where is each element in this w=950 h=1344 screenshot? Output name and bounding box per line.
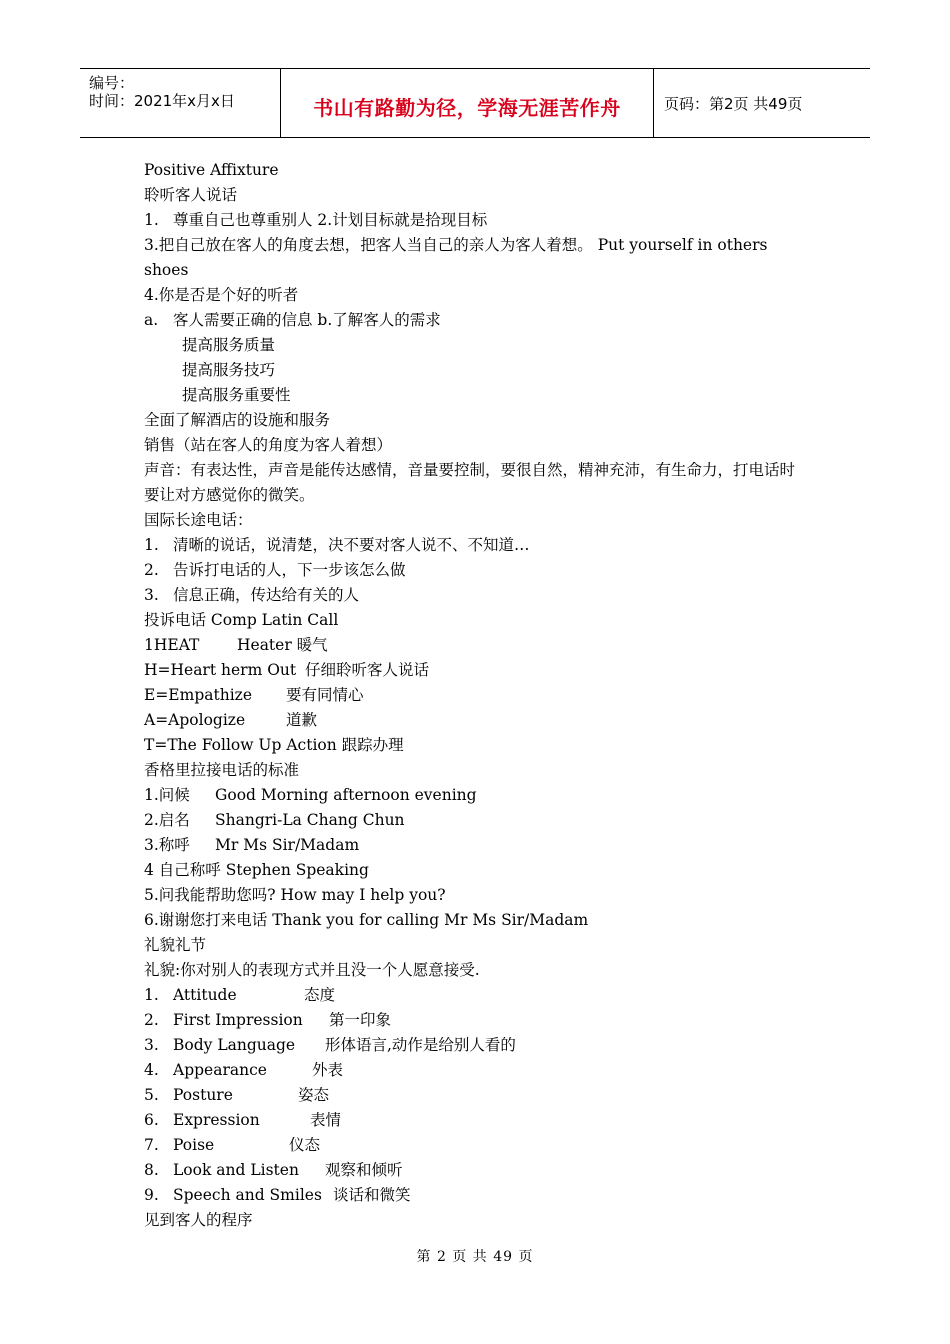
- list-item: [144, 208, 824, 233]
- list-number: 8.: [144, 1161, 159, 1179]
- list-number: a.: [144, 311, 159, 329]
- text-line: Positive Affixture: [144, 161, 279, 179]
- list-item-text: 客人需要正确的信息 b.了解客人的需求: [173, 311, 441, 329]
- heat-meaning: 道歉: [286, 711, 318, 729]
- standard-row: [144, 833, 824, 858]
- etiquette-term: Attitude: [173, 986, 237, 1004]
- header-motto: 书山有路勤为径，学海无涯苦作舟: [313, 96, 621, 120]
- etiquette-term: Speech and Smiles: [173, 1186, 322, 1204]
- page-header: [80, 68, 870, 138]
- etiquette-term: Posture: [173, 1086, 233, 1104]
- section-heading: 见到客人的程序: [144, 1211, 253, 1229]
- standard-phrase: Good Morning afternoon evening: [215, 786, 477, 804]
- indented-line: 提高服务技巧: [182, 361, 276, 379]
- list-item-text: 告诉打电话的人，下一步该怎么做: [173, 561, 406, 579]
- etiquette-row: [144, 983, 824, 1008]
- heat-row: [144, 658, 824, 683]
- header-motto-cell: [281, 69, 654, 137]
- list-number: 9.: [144, 1186, 159, 1204]
- text-paragraph: 3.把自己放在客人的角度去想，把客人当自己的亲人为客人着想。 Put yourself in others shoes: [144, 236, 768, 279]
- heat-meaning: 要有同情心: [286, 686, 364, 704]
- section-heading: 香格里拉接电话的标准: [144, 761, 300, 779]
- section-heading: 国际长途电话：: [144, 511, 253, 529]
- list-item: [144, 558, 824, 583]
- section-heading: 投诉电话 Comp Latin Call: [144, 611, 339, 629]
- etiquette-meaning: 姿态: [298, 1086, 330, 1104]
- list-item: [144, 583, 824, 608]
- heat-term: E=Empathize: [144, 686, 252, 704]
- etiquette-meaning: 谈话和微笑: [333, 1186, 411, 1204]
- etiquette-meaning: 仪态: [289, 1136, 321, 1154]
- list-number: 1.: [144, 986, 159, 1004]
- text-line: 销售（站在客人的角度为客人着想）: [144, 436, 393, 454]
- list-number: 3.: [144, 1036, 159, 1054]
- etiquette-row: [144, 1183, 824, 1208]
- text-line: 5.问我能帮助您吗? How may I help you?: [144, 886, 446, 904]
- list-number: 7.: [144, 1136, 159, 1154]
- standard-step: 3.称呼: [144, 836, 190, 854]
- header-page-label: 页码：第2页 共49页: [664, 95, 803, 113]
- header-meta: [80, 69, 281, 137]
- standard-phrase: Shangri-La Chang Chun: [215, 811, 405, 829]
- indented-line: 提高服务质量: [182, 336, 276, 354]
- etiquette-meaning: 观察和倾听: [325, 1161, 403, 1179]
- etiquette-meaning: 表情: [310, 1111, 342, 1129]
- list-number: 1.: [144, 536, 159, 554]
- text-line: 4 自己称呼 Stephen Speaking: [144, 861, 369, 879]
- etiquette-row: [144, 1008, 824, 1033]
- indented-line: 提高服务重要性: [182, 386, 291, 404]
- section-heading: 礼貌礼节: [144, 936, 207, 954]
- text-line: 4.你是否是个好的听者: [144, 286, 299, 304]
- etiquette-meaning: 形体语言,动作是给别人看的: [325, 1036, 516, 1054]
- text-line: 全面了解酒店的设施和服务: [144, 411, 331, 429]
- list-number: 4.: [144, 1061, 159, 1079]
- etiquette-term: First Impression: [173, 1011, 303, 1029]
- standard-row: [144, 783, 824, 808]
- heat-meaning: Heater 暖气: [237, 636, 328, 654]
- etiquette-row: [144, 1033, 824, 1058]
- text-paragraph: 声音：有表达性，声音是能传达感情，音量要控制，要很自然，精神充沛，有生命力，打电话时要让对方感觉你的微笑。: [144, 461, 796, 504]
- heat-row: [144, 733, 824, 758]
- section-heading: 聆听客人说话: [144, 186, 238, 204]
- standard-step: 2.启名: [144, 811, 190, 829]
- list-item-text: 尊重自己也尊重别人 2.计划目标就是拾现目标: [173, 211, 488, 229]
- standard-phrase: Mr Ms Sir/Madam: [215, 836, 360, 854]
- heat-term: 1HEAT: [144, 636, 200, 654]
- list-item-text: 清晰的说话，说清楚，决不要对客人说不、不知道…: [173, 536, 530, 554]
- list-item: [144, 308, 824, 333]
- standard-row: [144, 808, 824, 833]
- heat-term: A=Apologize: [144, 711, 246, 729]
- page-footer: 第 2 页 共 49 页: [416, 1249, 534, 1265]
- list-number: 3.: [144, 586, 159, 604]
- etiquette-row: [144, 1133, 824, 1158]
- document-body: [144, 158, 824, 1233]
- heat-row: [144, 683, 824, 708]
- list-number: 2.: [144, 561, 159, 579]
- etiquette-meaning: 第一印象: [329, 1011, 392, 1029]
- etiquette-term: Poise: [173, 1136, 215, 1154]
- list-number: 5.: [144, 1086, 159, 1104]
- etiquette-row: [144, 1058, 824, 1083]
- heat-row: [144, 708, 824, 733]
- etiquette-term: Appearance: [173, 1061, 267, 1079]
- heat-term: H=Heart herm Out: [144, 661, 297, 679]
- text-line: 6.谢谢您打来电话 Thank you for calling Mr Ms Sir/Madam: [144, 911, 589, 929]
- etiquette-row: [144, 1158, 824, 1183]
- standard-step: 1.问候: [144, 786, 190, 804]
- etiquette-meaning: 态度: [304, 986, 336, 1004]
- etiquette-term: Look and Listen: [173, 1161, 299, 1179]
- etiquette-row: [144, 1083, 824, 1108]
- doc-number-label: 编号：: [89, 74, 135, 92]
- list-item: [144, 533, 824, 558]
- etiquette-term: Body Language: [173, 1036, 296, 1054]
- list-number: 6.: [144, 1111, 159, 1129]
- text-line: 礼貌:你对别人的表现方式并且没一个人愿意接受.: [144, 961, 480, 979]
- list-number: 1.: [144, 211, 159, 229]
- list-item-text: 信息正确，传达给有关的人: [173, 586, 360, 604]
- etiquette-row: [144, 1108, 824, 1133]
- etiquette-term: Expression: [173, 1111, 260, 1129]
- etiquette-meaning: 外表: [312, 1061, 344, 1079]
- heat-meaning: 仔细聆听客人说话: [305, 661, 430, 679]
- heat-term: T=The Follow Up Action 跟踪办理: [144, 736, 404, 754]
- heat-row: [144, 633, 824, 658]
- doc-date-label: 时间：2021年x月x日: [89, 92, 235, 110]
- list-number: 2.: [144, 1011, 159, 1029]
